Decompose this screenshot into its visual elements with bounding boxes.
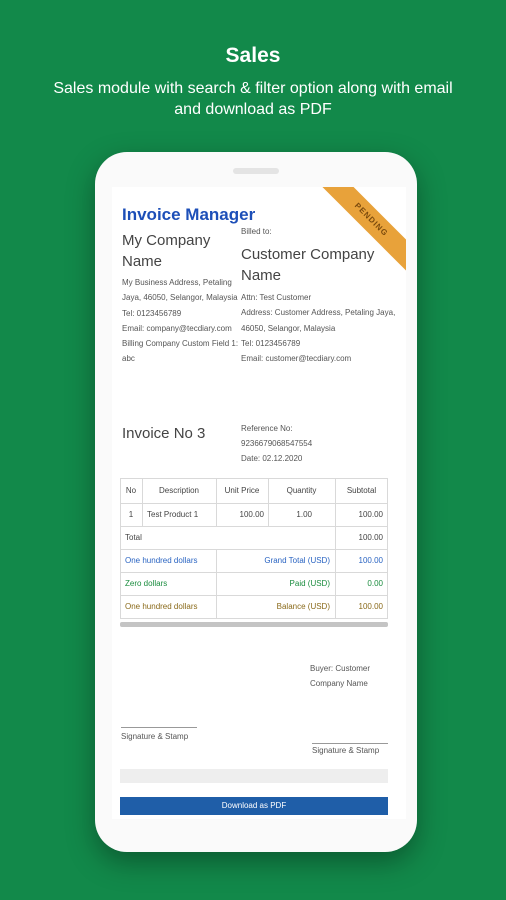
balance-words: One hundred dollars	[125, 602, 198, 611]
table-scrollbar[interactable]	[120, 622, 388, 627]
balance-row	[120, 596, 388, 619]
item-unit-price: 100.00	[239, 510, 264, 519]
header-description: Description	[158, 486, 199, 495]
table-row	[120, 504, 388, 527]
item-quantity: 1.00	[296, 510, 312, 519]
status-ribbon: PENDING	[310, 187, 406, 281]
paid-row	[120, 573, 388, 596]
total-value: 100.00	[358, 533, 383, 542]
grand-total-row	[120, 550, 388, 573]
grand-total-label: Grand Total (USD)	[264, 556, 330, 565]
phone-speaker	[233, 168, 279, 174]
paid-value: 0.00	[367, 579, 383, 588]
grey-bar	[120, 769, 388, 783]
company-details: My Business Address, Petaling Jaya, 46050, Selangor, Malaysia Tel: 0123456789 Email: company@tecdiary.com Billing Company Custom Field 1: abc	[122, 278, 239, 364]
header-no: No	[125, 486, 137, 495]
paid-words: Zero dollars	[125, 579, 168, 588]
customer-details: Attn: Test Customer Address: Customer Address, Petaling Jaya, 46050, Selangor, Malaysia Tel: 0123456789 Email: customer@tecdiary.com	[241, 293, 396, 364]
table-header-row	[120, 478, 388, 504]
signature-line-right	[312, 743, 388, 744]
grand-total-value: 100.00	[358, 556, 383, 565]
reference-block	[241, 421, 396, 466]
total-row	[120, 527, 388, 550]
customer-name: Customer Company Name	[241, 246, 375, 284]
company-name: My Company Name	[122, 232, 211, 270]
signature-line-left	[121, 727, 197, 728]
app-brand: Invoice Manager	[122, 205, 256, 224]
balance-value: 100.00	[358, 602, 383, 611]
invoice-date: Date: 02.12.2020	[241, 454, 303, 463]
item-subtotal: 100.00	[358, 510, 383, 519]
hero-subtitle: Sales module with search & filter option along with email and download as PDF	[53, 80, 453, 118]
signature-label-left: Signature & Stamp	[121, 732, 189, 741]
invoice-number: Invoice No 3	[122, 425, 206, 442]
total-label: Total	[125, 533, 142, 542]
signature-label-right: Signature & Stamp	[312, 746, 380, 755]
header-quantity: Quantity	[286, 486, 317, 495]
reference-value: 9236679068547554	[241, 439, 313, 448]
balance-label: Balance (USD)	[276, 602, 330, 611]
invoice-table[interactable]	[120, 478, 388, 627]
hero-title: Sales	[225, 44, 281, 67]
buyer-label: Buyer: Customer Company Name	[310, 664, 371, 688]
download-pdf-button[interactable]: Download as PDF	[120, 797, 388, 815]
billed-to-label: Billed to:	[241, 227, 272, 236]
header-unit-price: Unit Price	[224, 486, 260, 495]
header-subtotal: Subtotal	[346, 486, 377, 495]
grand-total-words: One hundred dollars	[125, 556, 198, 565]
invoice-screen[interactable]	[112, 187, 406, 819]
paid-label: Paid (USD)	[289, 579, 330, 588]
item-description: Test Product 1	[147, 510, 199, 519]
reference-label: Reference No:	[241, 424, 293, 433]
item-no: 1	[128, 510, 134, 519]
